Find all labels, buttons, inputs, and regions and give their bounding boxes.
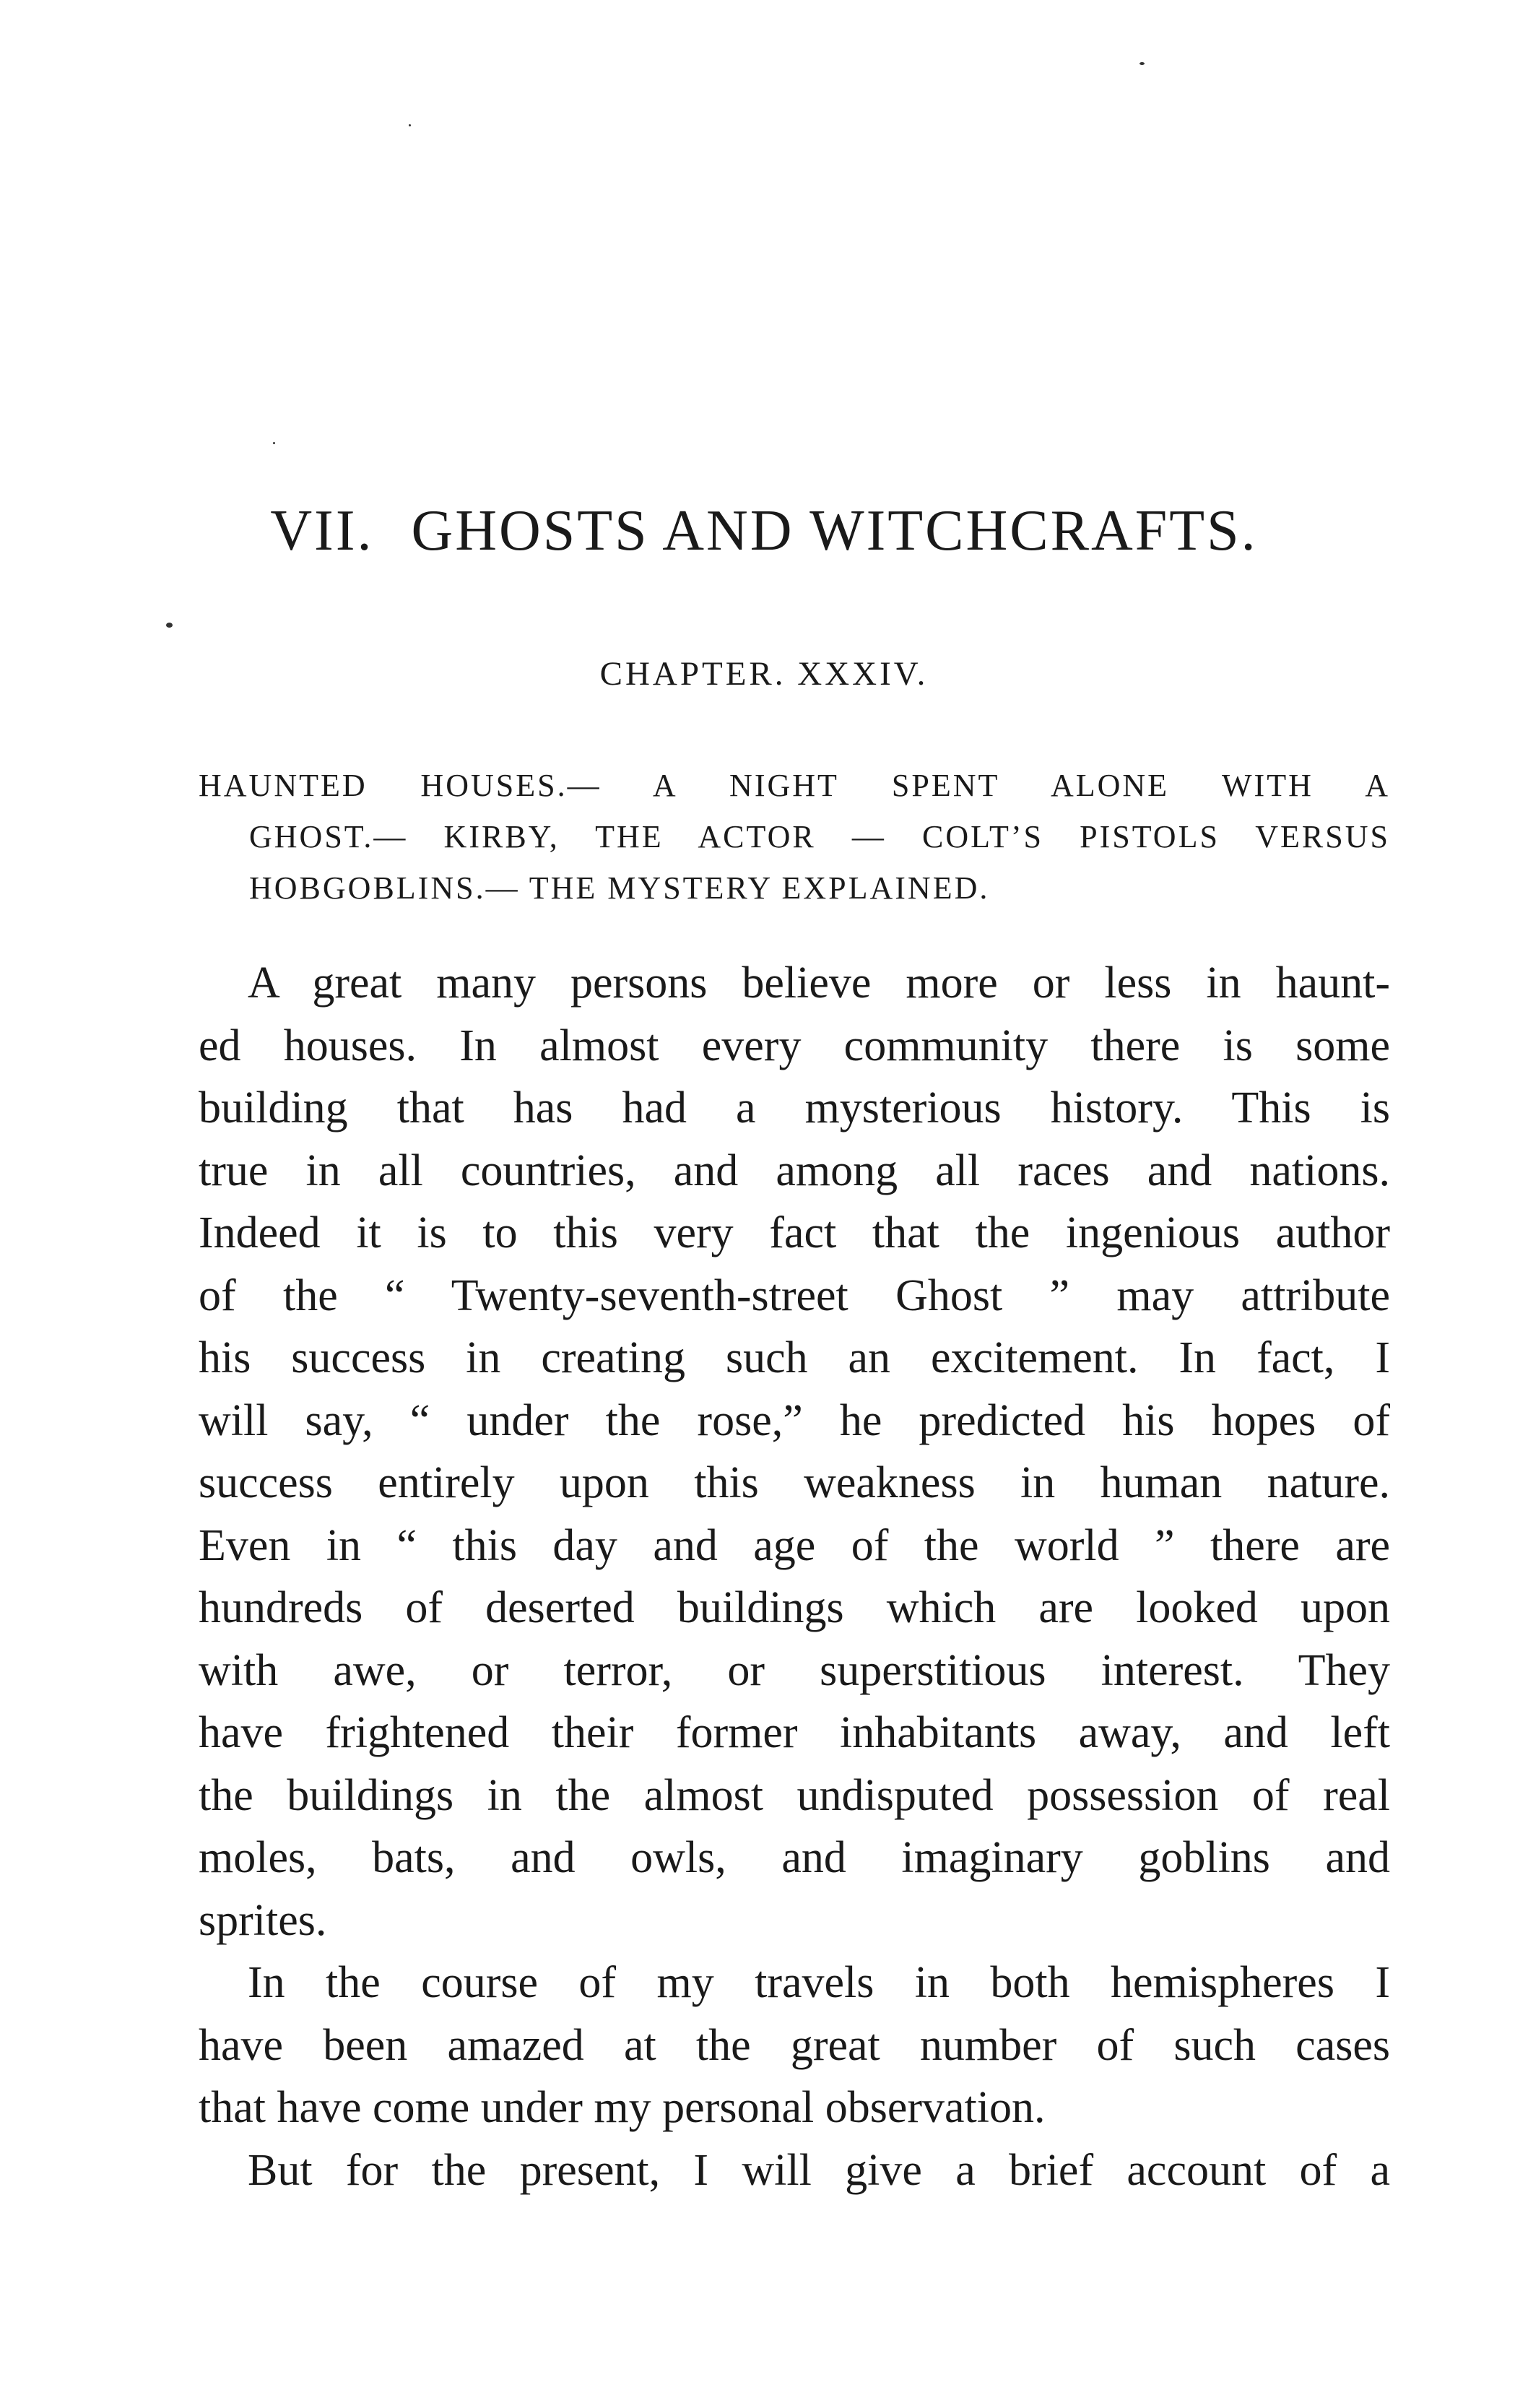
text-line: with awe, or terror, or superstitious interest. They — [199, 1645, 1390, 1695]
summary-line: GHOST.— KIRBY, THE ACTOR — COLT’S PISTOLS VERSUS — [249, 819, 1390, 854]
text-line: have been amazed at the great number of such cases — [199, 2020, 1390, 2070]
chapter-heading: CHAPTER. XXXIV. — [599, 655, 929, 693]
text-line: that have come under my personal observation. — [199, 2083, 1046, 2132]
text-line: Indeed it is to this very fact that the ingenious author — [199, 1208, 1390, 1257]
ink-speck — [166, 623, 173, 628]
summary-line: HAUNTED HOUSES.— A NIGHT SPENT ALONE WITH A — [199, 768, 1390, 803]
text-line: In the course of my travels in both hemispheres I — [248, 1958, 1390, 2007]
part-number: VII. — [270, 499, 374, 563]
text-line: success entirely upon this weakness in human nature. — [199, 1458, 1390, 1507]
chapter-summary — [199, 760, 1390, 914]
text-line: building that has had a mysterious history. This is — [199, 1083, 1390, 1132]
summary-line: HOBGOBLINS.— THE MYSTERY EXPLAINED. — [249, 870, 990, 906]
part-title — [0, 499, 1528, 563]
ink-speck — [1140, 62, 1145, 65]
text-line: A great many persons believe more or less in haunt- — [248, 958, 1390, 1008]
text-line: the buildings in the almost undisputed possession of real — [199, 1770, 1390, 1820]
text-line: hundreds of deserted buildings which are looked upon — [199, 1583, 1390, 1632]
text-line: moles, bats, and owls, and imaginary goblins and — [199, 1833, 1390, 1882]
text-line: sprites. — [199, 1895, 327, 1945]
body-text — [199, 952, 1390, 2201]
text-line: But for the present, I will give a brief account of a — [248, 2145, 1390, 2195]
text-line: ed houses. In almost every community there is some — [199, 1021, 1390, 1070]
text-line: true in all countries, and among all races and nations. — [199, 1145, 1390, 1195]
text-line: Even in “ this day and age of the world ” there are — [199, 1520, 1390, 1570]
text-line: of the “ Twenty-seventh-street Ghost ” may attribute — [199, 1270, 1390, 1320]
text-line: will say, “ under the rose,” he predicted his hopes of — [199, 1395, 1390, 1445]
ink-speck — [409, 124, 411, 126]
text-line: have frightened their former inhabitants away, and left — [199, 1708, 1390, 1757]
part-title-text: GHOSTS AND WITCHCRAFTS. — [411, 499, 1258, 563]
text-line: his success in creating such an excitement. In fact, I — [199, 1333, 1390, 1382]
ink-speck — [273, 442, 275, 444]
